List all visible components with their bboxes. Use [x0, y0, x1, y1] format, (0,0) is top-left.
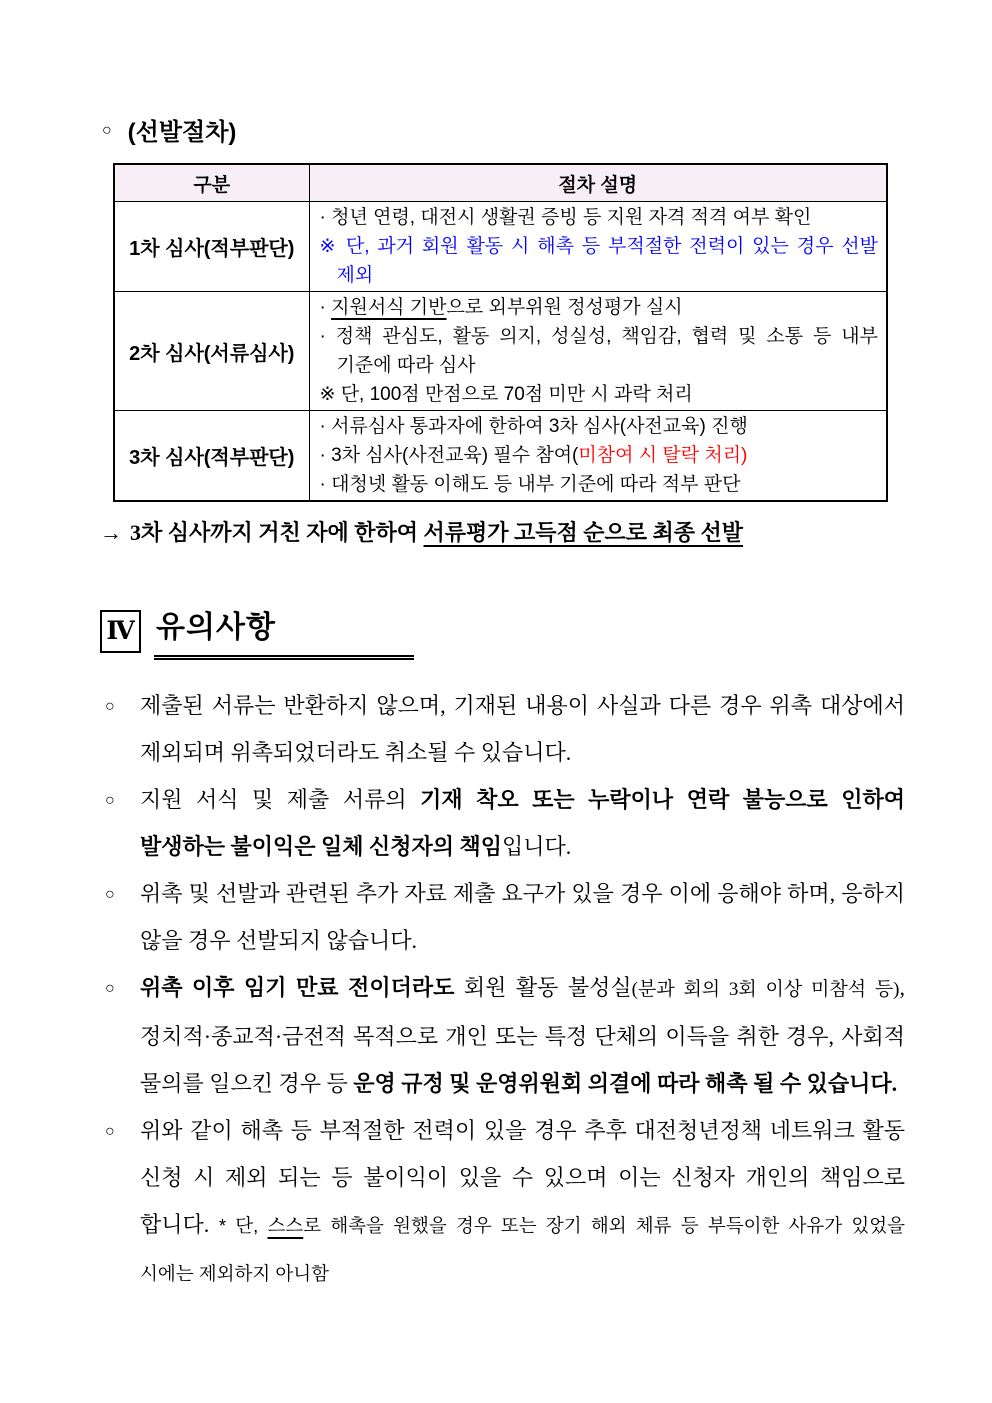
final-selection-text: [130, 520, 743, 545]
right-arrow-icon: →: [100, 520, 122, 545]
hollow-circle-bullet-icon: ○: [105, 1123, 115, 1140]
text-segment: 스스: [267, 1215, 304, 1236]
text-segment: 로 해촉을 원했을 경우 또는 장기 해외 체류 등 부득이한 사유가 있었을 시에는 제외하지 아니함: [140, 1215, 905, 1284]
hollow-circle-bullet-icon: ○: [105, 980, 115, 997]
description-line: [320, 441, 879, 470]
text-segment: 기재 착오 또는 누락이나 연락 불능으로 인하여 발생하는 불이익은 일체 신청자의 책임: [140, 787, 905, 859]
hollow-circle-bullet-icon: ○: [105, 886, 115, 903]
selection-procedure-title: (선발절차): [127, 119, 237, 146]
notice-item: [100, 776, 905, 870]
table-row: [114, 202, 887, 292]
text-segment: 위촉 이후 임기 만료 전이더라도: [140, 975, 455, 1000]
row-description-cell: [309, 411, 887, 502]
column-header-description: 절차 설명: [309, 164, 887, 202]
text-segment: 위와 같이 해촉 등 부적절한 전력이 있을 경우 추후 대전청년정책 네트워크 활동 신청 시 제외 되는 등 불이익이 있을 수 있으며 이는 신청자 개인의 책임으로 합니다.: [140, 1118, 905, 1237]
text-segment: ※ 단, 100점 만점으로 70점 미만 시 과락 처리: [319, 384, 693, 405]
description-line: [320, 232, 879, 290]
description-line: [320, 380, 879, 409]
text-segment: 미참여 시 탈락 처리): [578, 445, 748, 466]
notice-item: [100, 1107, 905, 1297]
text-segment: , 정치적·종교적·금전적 목적으로 개인 또는 특정 단체의 이득을 취한 경우, 사회적 물의를 일으킨 경우 등: [140, 975, 905, 1096]
text-segment: · 정책 관심도, 활동 의지, 성실성, 책임감, 협력 및 소통 등 내부 기준에 따라 심사: [319, 326, 878, 376]
hollow-circle-bullet-icon: ○: [102, 121, 112, 139]
selection-procedure-heading: [102, 112, 905, 147]
hollow-circle-bullet-icon: ○: [105, 698, 115, 715]
text-segment: 회원 활동 불성실: [454, 975, 632, 1000]
description-line: [320, 203, 879, 232]
text-segment: 서류평가 고득점 순으로 최종 선발: [423, 520, 744, 545]
description-line: [320, 470, 879, 499]
text-segment: · 대청넷 활동 이해도 등 내부 기준에 따라 적부 판단: [319, 474, 741, 495]
description-line: [320, 322, 879, 380]
description-line: [320, 412, 879, 441]
table-header-row: [114, 164, 887, 202]
notice-section-header: [100, 610, 905, 660]
section-title: 유의사항: [156, 611, 276, 644]
text-segment: 3차 심사까지 거친 자에 한하여: [130, 520, 424, 545]
text-segment: 지원서식 기반: [331, 297, 447, 318]
row-label: 3차 심사(적부판단): [114, 411, 309, 502]
column-header-category: 구분: [114, 164, 309, 202]
row-description-cell: [309, 202, 887, 292]
row-label: 1차 심사(적부판단): [114, 202, 309, 292]
description-line: [320, 293, 879, 322]
notice-list: [100, 682, 905, 1297]
section-number-box: Ⅳ: [100, 610, 141, 653]
table-row: [114, 292, 887, 411]
text-segment: 운영 규정 및 운영위원회 의결에 따라 해촉 될 수 있습니다.: [353, 1071, 898, 1096]
text-segment: ·: [319, 297, 332, 318]
text-segment: 입니다.: [502, 834, 572, 859]
text-segment: 위촉 및 선발과 관련된 추가 자료 제출 요구가 있을 경우 이에 응해야 하며, 응하지 않을 경우 선발되지 않습니다.: [140, 881, 905, 953]
text-segment: · 3차 심사(사전교육) 필수 참여(: [319, 445, 579, 466]
notice-item: [100, 682, 905, 776]
text-segment: ※ 단, 과거 회원 활동 시 해촉 등 부적절한 전력이 있는 경우 선발 제외: [319, 236, 878, 286]
text-segment: 제출된 서류는 반환하지 않으며, 기재된 내용이 사실과 다른 경우 위촉 대상에서 제외되며 위촉되었더라도 취소될 수 있습니다.: [140, 693, 905, 765]
table-row: [114, 411, 887, 502]
text-segment: (분과 회의 3회 이상 미참석 등): [631, 979, 900, 1000]
notice-item: [100, 964, 905, 1107]
text-segment: * 단,: [218, 1215, 268, 1236]
text-segment: · 서류심사 통과자에 한하여 3차 심사(사전교육) 진행: [319, 416, 748, 437]
row-label: 2차 심사(서류심사): [114, 292, 309, 411]
text-segment: 지원 서식 및 제출 서류의: [140, 787, 421, 812]
text-segment: 으로 외부위원 정성평가 실시: [446, 297, 683, 318]
section-title-underline: [154, 610, 414, 660]
text-segment: · 청년 연령, 대전시 생활권 증빙 등 지원 자격 적격 여부 확인: [319, 207, 812, 228]
final-selection-note: [100, 518, 905, 548]
selection-procedure-table: [113, 163, 888, 502]
row-description-cell: [309, 292, 887, 411]
hollow-circle-bullet-icon: ○: [105, 792, 115, 809]
notice-item: [100, 870, 905, 964]
